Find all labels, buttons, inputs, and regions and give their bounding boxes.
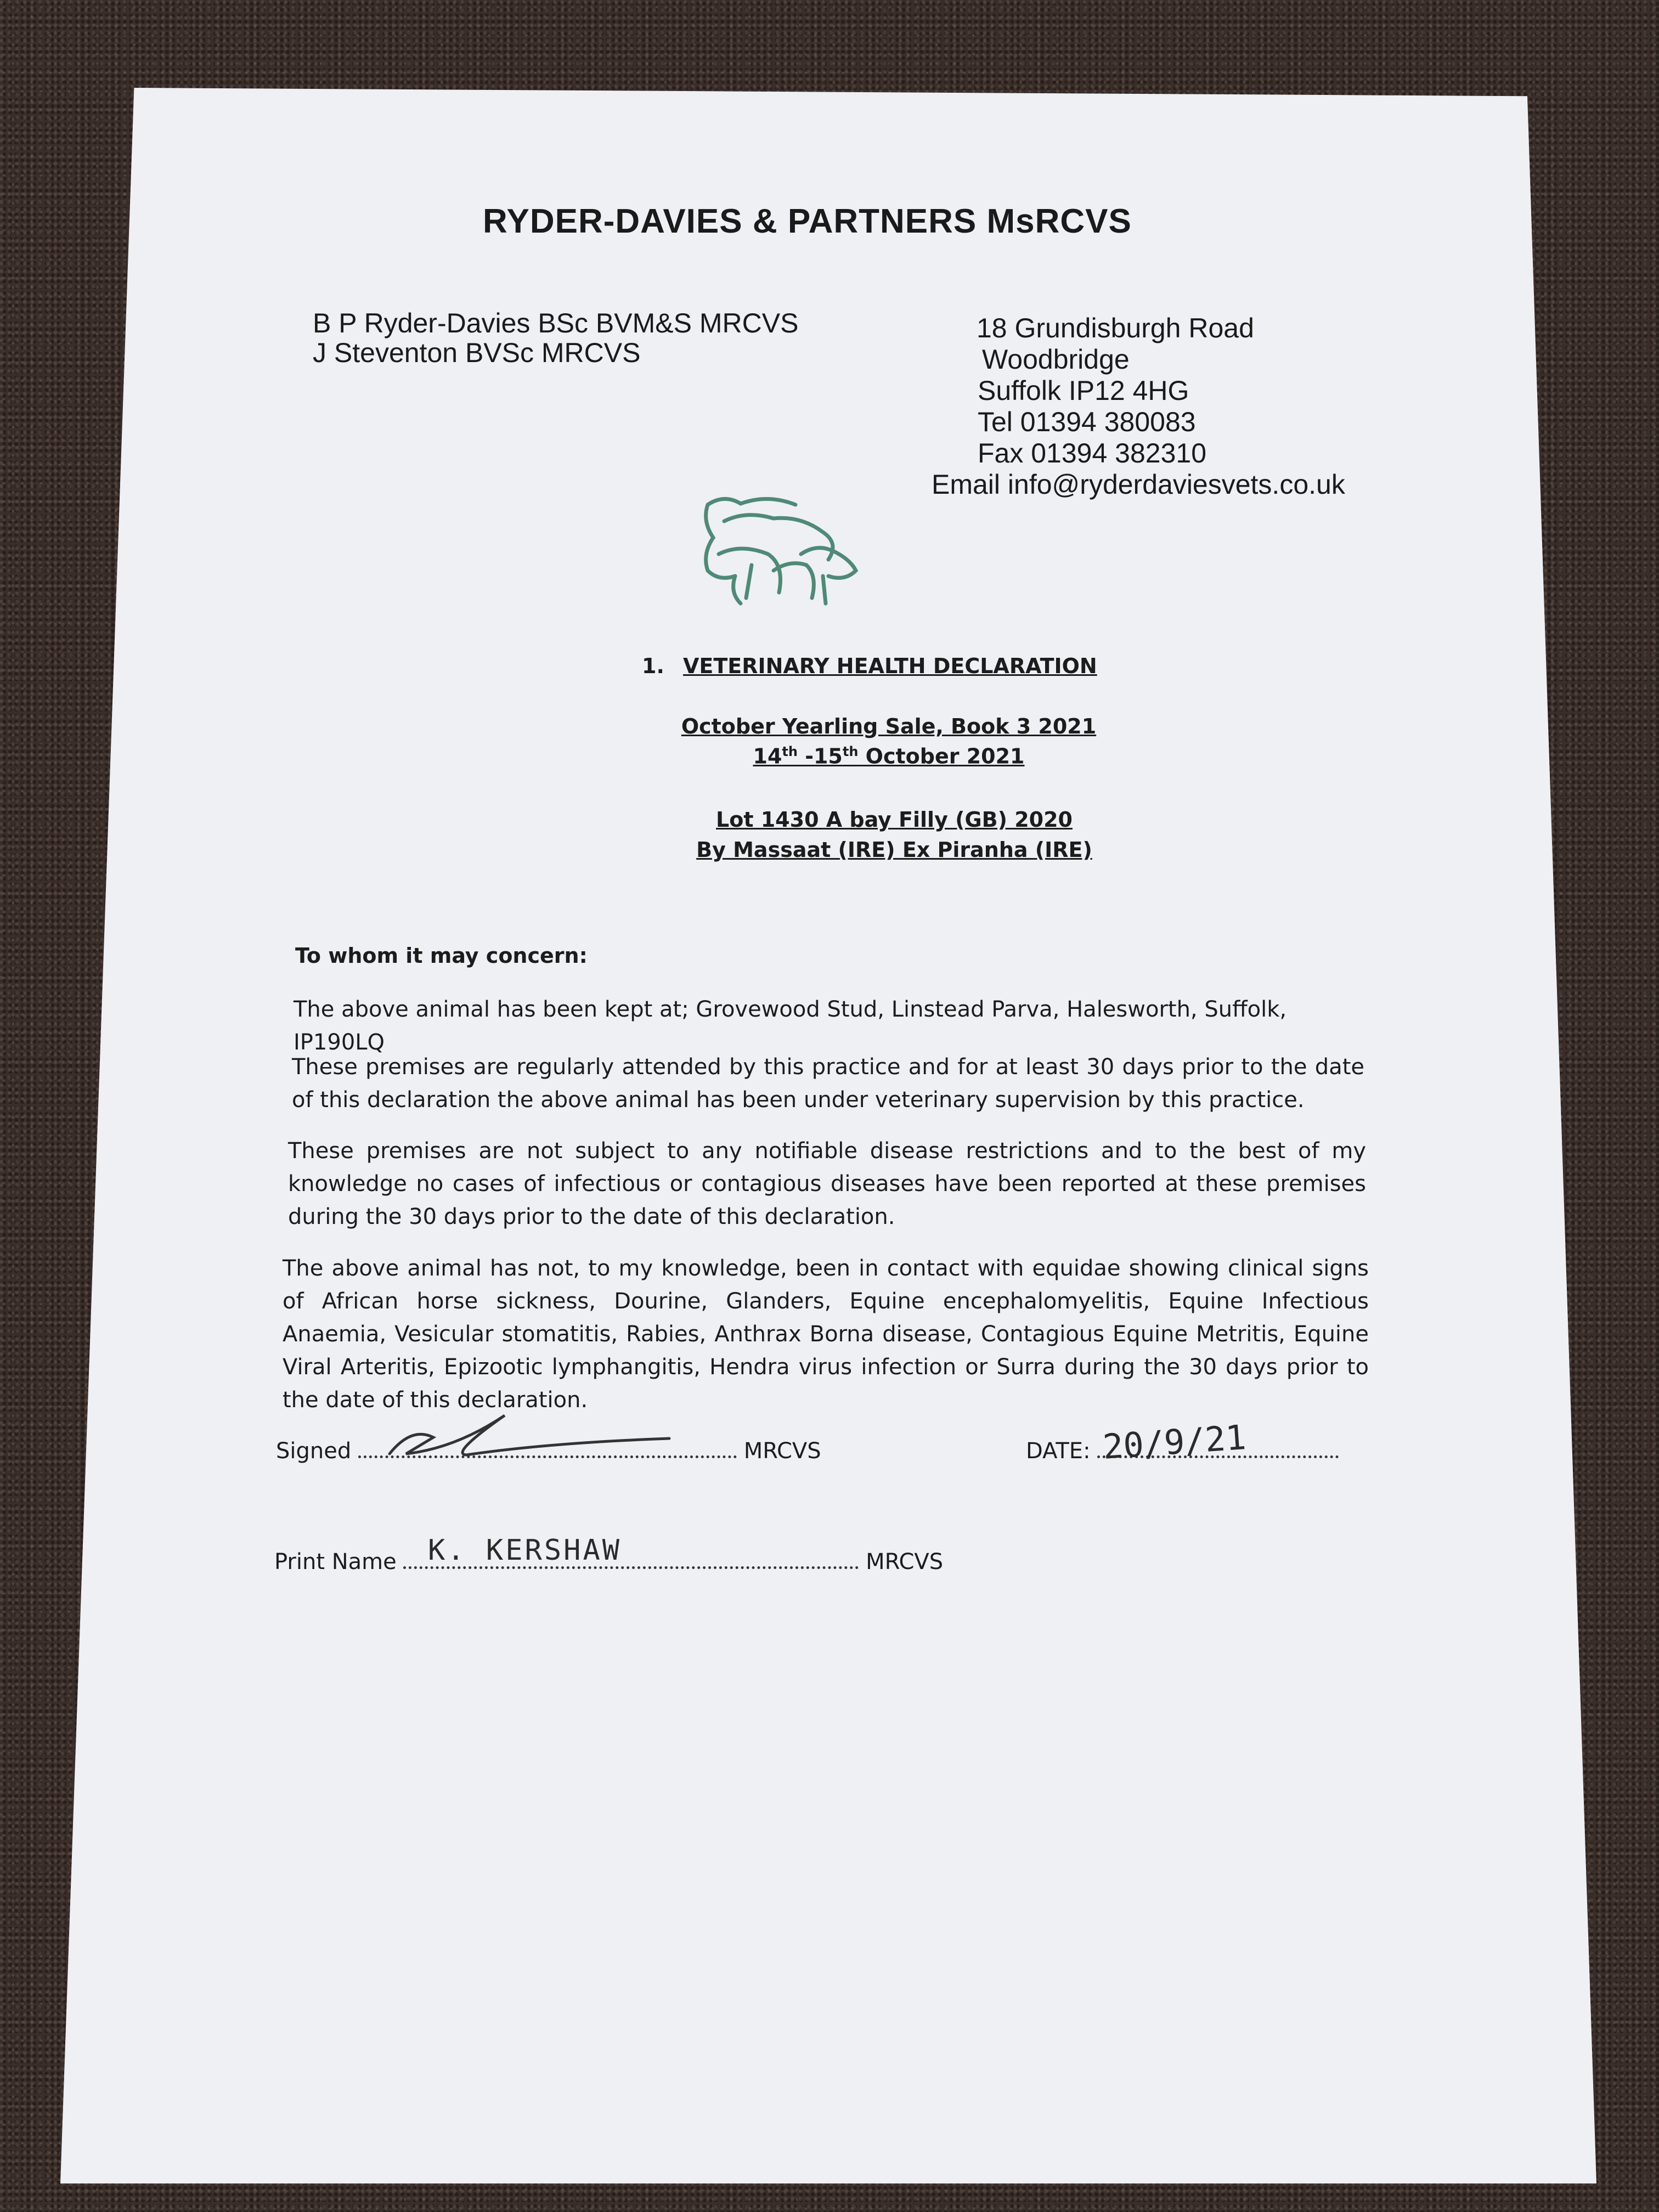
sale-dates bbox=[560, 744, 1218, 769]
print-name-handwritten: K. KERSHAW bbox=[428, 1534, 622, 1567]
sale-date-end: -15 bbox=[797, 744, 843, 769]
declaration-heading: VETERINARY HEALTH DECLARATION bbox=[683, 654, 1097, 678]
address-fax: Fax 01394 382310 bbox=[978, 438, 1207, 469]
sale-line: October Yearling Sale, Book 3 2021 bbox=[681, 714, 1097, 738]
lot-line: Lot 1430 A bay Filly (GB) 2020 bbox=[716, 808, 1073, 832]
signed-label: Signed bbox=[276, 1438, 352, 1464]
paragraph-supervision: These premises are regularly attended by this practice and for at least 30 days prior to the date of this declaration the above animal has been under veterinary supervision by this practice. bbox=[292, 1054, 1364, 1113]
badger-logo-icon bbox=[691, 488, 872, 625]
address-email: Email info@ryderdaviesvets.co.uk bbox=[932, 469, 1345, 500]
signed-mrcvs: MRCVS bbox=[743, 1438, 821, 1464]
paragraph-contact: The above animal has not, to my knowledge, been in contact with equidae showing clinical signs of African horse sickness, Dourine, Glanders, Equine encephalomyelitis, Equine Infectious Anaemia, Vesicular stomatitis, Rabies, Anthrax Borna disease, Contagious Equine Metritis, Equine Viral Arteritis, Epizootic lymphangitis, Hendra virus infection or Surra during the 30 days prior to the date of this declaration. bbox=[283, 1256, 1369, 1413]
signature-scribble bbox=[373, 1393, 680, 1465]
address-town: Woodbridge bbox=[982, 344, 1130, 375]
declaration-number: 1. bbox=[642, 654, 664, 678]
print-name-label: Print Name bbox=[274, 1549, 397, 1575]
practice-title: RYDER-DAVIES & PARTNERS MsRCVS bbox=[483, 202, 1132, 240]
sale-date-start-suffix: th bbox=[782, 744, 798, 759]
paragraph-premises: The above animal has been kept at; Grovewood Stud, Linstead Parva, Halesworth, Suffolk, IP190LQ bbox=[294, 997, 1287, 1055]
address-tel: Tel 01394 380083 bbox=[978, 407, 1196, 437]
address-county: Suffolk IP12 4HG bbox=[978, 375, 1189, 406]
sale-date-start: 14 bbox=[753, 744, 782, 769]
partner-line-2: J Steventon BVSc MRCVS bbox=[313, 337, 641, 368]
breeding-line: By Massaat (IRE) Ex Piranha (IRE) bbox=[696, 838, 1092, 862]
paragraph-restrictions: These premises are not subject to any notifiable disease restrictions and to the best of my knowledge no cases of infectious or contagious diseases have been reported at these premises during the 30 days prior to the date of this declaration. bbox=[288, 1138, 1366, 1229]
address-street: 18 Grundisburgh Road bbox=[977, 313, 1254, 343]
date-label: DATE: bbox=[1026, 1438, 1091, 1464]
print-name-mrcvs: MRCVS bbox=[866, 1549, 944, 1575]
sale-date-month: October 2021 bbox=[858, 744, 1025, 769]
sale-date-end-suffix: th bbox=[842, 744, 859, 759]
partner-line-1: B P Ryder-Davies BSc BVM&S MRCVS bbox=[313, 308, 799, 338]
salutation: To whom it may concern: bbox=[295, 944, 588, 968]
date-handwritten: 20/9/21 bbox=[1101, 1417, 1248, 1468]
